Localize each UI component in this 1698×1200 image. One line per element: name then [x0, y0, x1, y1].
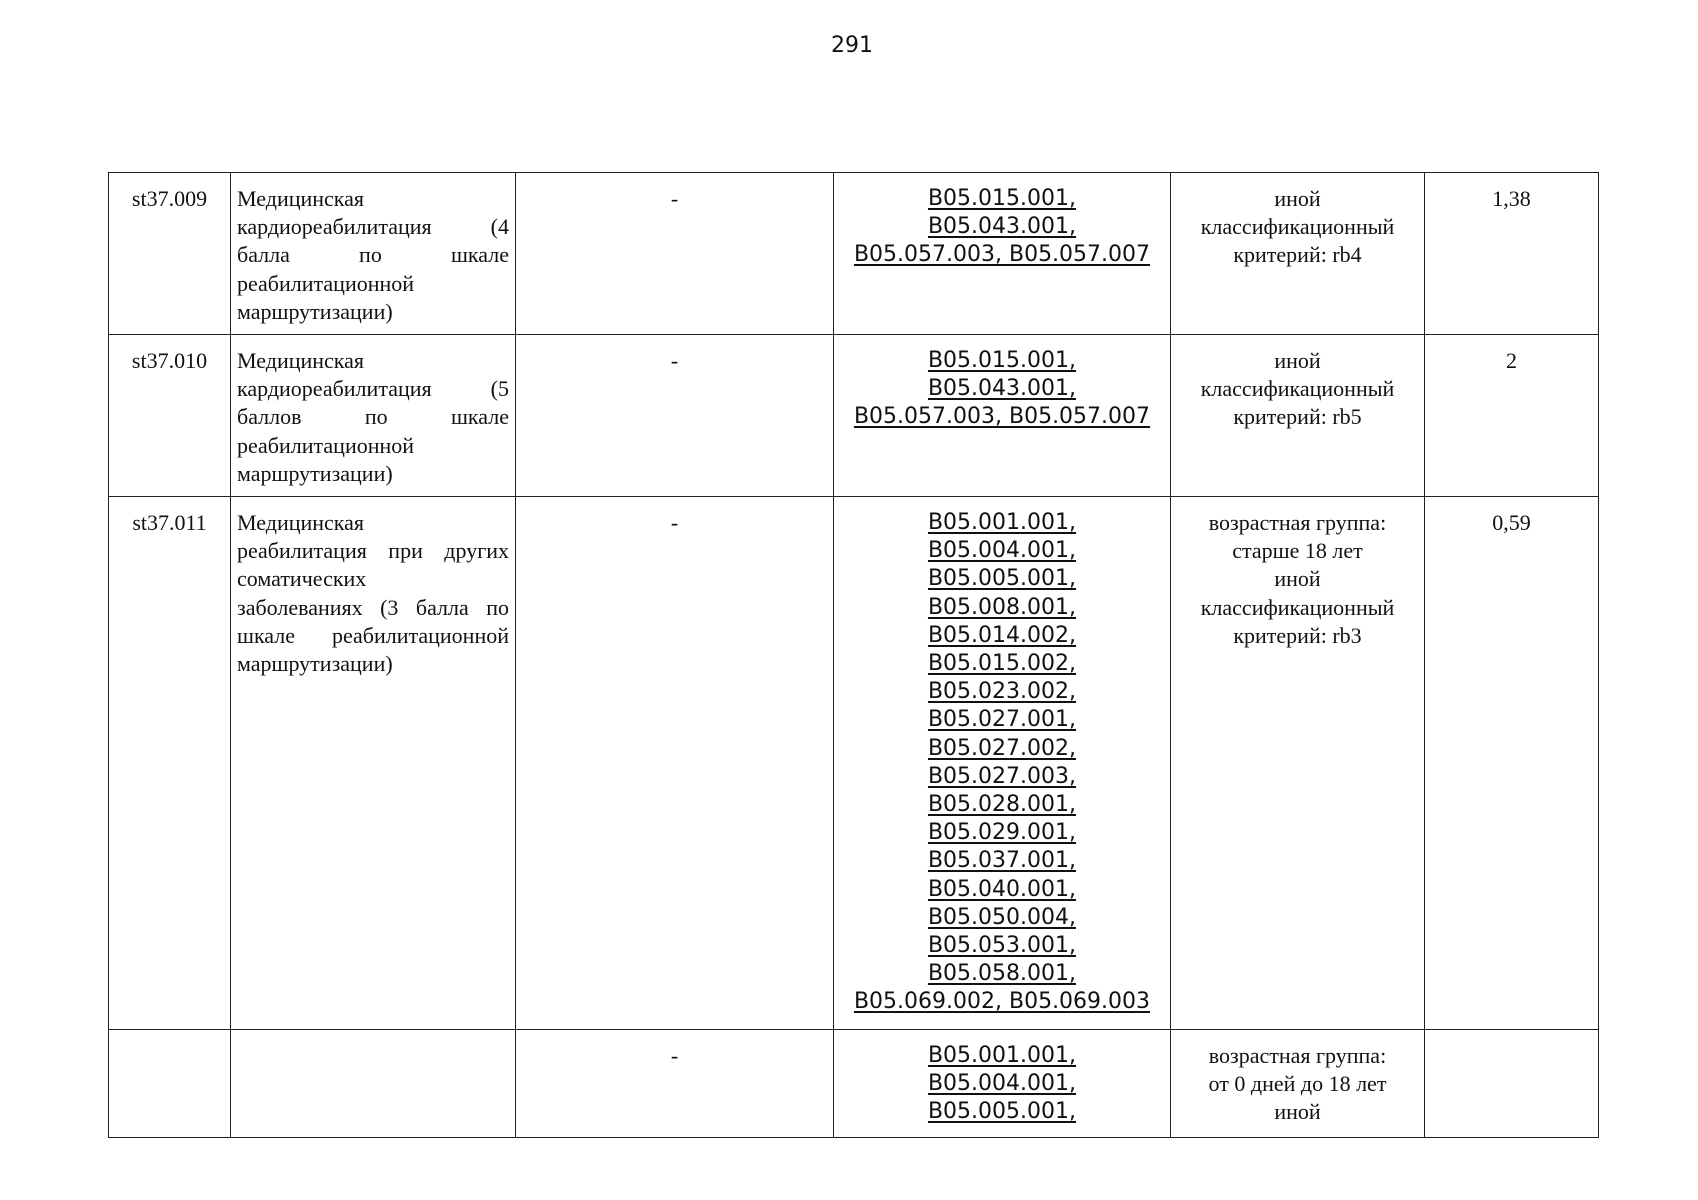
- cell-name: [231, 173, 516, 335]
- cell-services: [834, 497, 1171, 1030]
- cell-code: [109, 1030, 231, 1138]
- criteria-line: классификационный: [1200, 214, 1395, 240]
- cell-services: [834, 173, 1171, 335]
- name-line: Медицинская: [237, 186, 365, 211]
- cell-name: [231, 1030, 516, 1138]
- criteria-line: классификационный: [1200, 376, 1395, 402]
- cell-criteria: [1171, 335, 1425, 497]
- criteria-line: возрастная группа:: [1208, 510, 1387, 535]
- cell-criteria: [1171, 173, 1425, 335]
- service-code-link[interactable]: B05.027.001,: [927, 707, 1077, 733]
- name-line: кардиореабилитация (4: [237, 214, 509, 240]
- service-code-link[interactable]: B05.001.001,: [927, 1043, 1077, 1068]
- criteria-line: иной: [1274, 566, 1321, 592]
- criteria-line: критерий: rb4: [1233, 242, 1362, 268]
- criteria-line: иной: [1274, 186, 1321, 211]
- criteria-line: критерий: rb3: [1233, 622, 1362, 648]
- criteria-line: иной: [1274, 348, 1321, 373]
- cell-dash: -: [516, 1030, 834, 1138]
- table-row: [109, 1030, 1599, 1138]
- cell-dash: -: [516, 335, 834, 497]
- cell-services: [834, 335, 1171, 497]
- service-code-link[interactable]: B05.004.001,: [927, 538, 1077, 564]
- cell-coefficient: 1,38: [1425, 173, 1599, 335]
- name-line: баллов по шкале: [237, 404, 509, 430]
- service-code-link[interactable]: B05.001.001,: [927, 510, 1077, 535]
- page-number: 291: [831, 33, 873, 58]
- service-code-link[interactable]: B05.057.003, B05.057.007: [853, 242, 1151, 268]
- name-line: кардиореабилитация (5: [237, 376, 509, 402]
- name-line: соматических: [237, 566, 367, 592]
- name-line: маршрутизации): [237, 298, 393, 324]
- service-code-link[interactable]: B05.053.001,: [927, 933, 1077, 959]
- table-row: [109, 335, 1599, 497]
- service-code-link[interactable]: B05.043.001,: [927, 214, 1077, 240]
- service-code-link[interactable]: B05.040.001,: [927, 876, 1077, 902]
- cell-name: [231, 497, 516, 1030]
- service-code-link[interactable]: B05.005.001,: [927, 566, 1077, 592]
- name-line: реабилитационной: [237, 270, 415, 296]
- service-code-link[interactable]: B05.057.003, B05.057.007: [853, 404, 1151, 430]
- cell-code: st37.010: [109, 335, 231, 497]
- cell-code: st37.009: [109, 173, 231, 335]
- service-code-link[interactable]: B05.005.001,: [927, 1099, 1077, 1125]
- service-code-link[interactable]: B05.027.003,: [927, 763, 1077, 789]
- name-line: шкале реабилитационной: [237, 622, 509, 648]
- table-body: [109, 173, 1599, 1138]
- cell-dash: -: [516, 173, 834, 335]
- name-line: реабилитация при других: [237, 538, 509, 564]
- service-code-link[interactable]: B05.023.002,: [927, 679, 1077, 705]
- cell-criteria: [1171, 497, 1425, 1030]
- name-line: заболеваниях (3 балла по: [237, 594, 509, 620]
- criteria-line: от 0 дней до 18 лет: [1208, 1071, 1387, 1097]
- cell-coefficient: 0,59: [1425, 497, 1599, 1030]
- criteria-line: старше 18 лет: [1232, 538, 1363, 564]
- cell-criteria: [1171, 1030, 1425, 1138]
- name-line: балла по шкале: [237, 242, 509, 268]
- service-code-link[interactable]: B05.037.001,: [927, 848, 1077, 874]
- service-code-link[interactable]: B05.015.002,: [927, 651, 1077, 677]
- criteria-line: критерий: rb5: [1233, 404, 1362, 430]
- cell-services: [834, 1030, 1171, 1138]
- service-code-link[interactable]: B05.029.001,: [927, 820, 1077, 846]
- name-line: Медицинская: [237, 348, 365, 373]
- service-code-link[interactable]: B05.015.001,: [927, 348, 1077, 373]
- name-line: Медицинская: [237, 510, 365, 535]
- service-code-link[interactable]: B05.015.001,: [927, 186, 1077, 211]
- tariff-table: [108, 172, 1599, 1138]
- name-line: маршрутизации): [237, 651, 393, 677]
- name-line: реабилитационной: [237, 432, 415, 458]
- service-code-link[interactable]: B05.069.002, B05.069.003: [853, 989, 1151, 1015]
- cell-code: st37.011: [109, 497, 231, 1030]
- criteria-line: классификационный: [1200, 594, 1395, 620]
- table-row: [109, 497, 1599, 1030]
- service-code-link[interactable]: B05.028.001,: [927, 792, 1077, 818]
- service-code-link[interactable]: B05.043.001,: [927, 376, 1077, 402]
- cell-coefficient: [1425, 1030, 1599, 1138]
- name-line: маршрутизации): [237, 460, 393, 486]
- table-row: [109, 173, 1599, 335]
- criteria-line: иной: [1274, 1099, 1321, 1125]
- criteria-line: возрастная группа:: [1208, 1043, 1387, 1068]
- service-code-link[interactable]: B05.014.002,: [927, 622, 1077, 648]
- service-code-link[interactable]: B05.027.002,: [927, 735, 1077, 761]
- service-code-link[interactable]: B05.004.001,: [927, 1071, 1077, 1097]
- cell-dash: -: [516, 497, 834, 1030]
- cell-name: [231, 335, 516, 497]
- service-code-link[interactable]: B05.050.004,: [927, 904, 1077, 930]
- cell-coefficient: 2: [1425, 335, 1599, 497]
- service-code-link[interactable]: B05.008.001,: [927, 594, 1077, 620]
- service-code-link[interactable]: B05.058.001,: [927, 961, 1077, 987]
